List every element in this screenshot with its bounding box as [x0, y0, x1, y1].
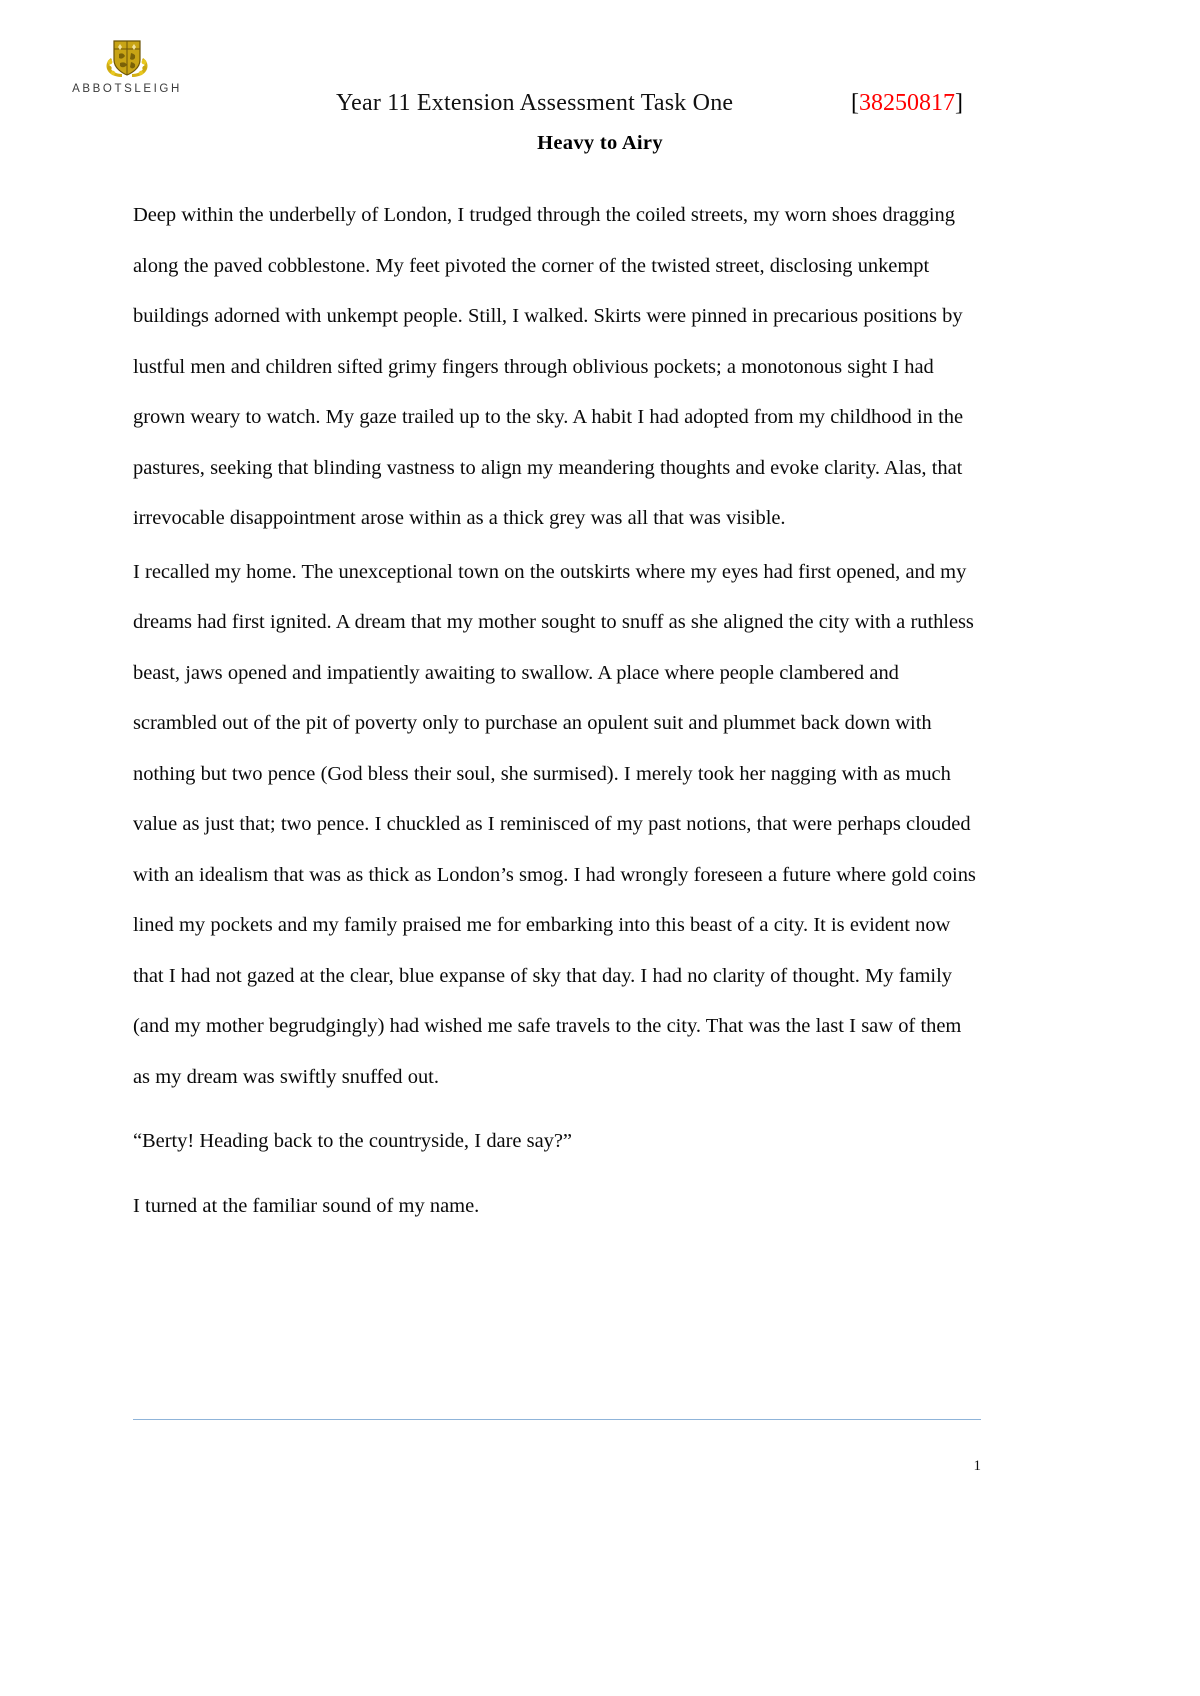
- paragraph-3: “Berty! Heading back to the countryside, I dare say?”: [133, 1130, 572, 1152]
- abbotsleigh-crest-icon: [101, 36, 153, 80]
- code-close-bracket: ]: [955, 90, 963, 116]
- code-digits: 38250817: [859, 90, 955, 116]
- paragraph-4: I turned at the familiar sound of my name.: [133, 1194, 480, 1217]
- paragraph-2: I recalled my home. The unexceptional town on the outskirts where my eyes had first opened, and my dreams had first ignited. A dream that my mother sought to snuff as she aligned the city with a ruthless beast, jaws opened and impatiently awaiting to swallow. A place where people clambered and scrambled out of the pit of poverty only to purchase an opulent suit and plummet back down with nothing but two pence (God bless their soul, she surmised). I merely took her nagging with as much value as just that; two pence. I chuckled as I reminisced of my past notions, that were perhaps clouded with an idealism that was as thick as London’s smog. I had wrongly foreseen a future where gold coins lined my pockets and my family praised me for embarking into this beast of a city. It is evident now that I had not gazed at the clear, blue expanse of sky that day. I had no clarity of thought. My family (and my mother begrudgingly) had wished me safe travels to the city. That was the last I saw of them as my dream was swiftly snuffed out.: [133, 560, 976, 1088]
- document-header: [0, 34, 1200, 116]
- school-wordmark: ABBOTSLEIGH: [72, 83, 182, 95]
- page-number: 1: [973, 1458, 981, 1474]
- story-title: Heavy to Airy: [537, 132, 663, 154]
- document-body: [133, 190, 981, 1234]
- student-code: [851, 90, 963, 117]
- school-logo: [53, 34, 201, 106]
- code-open-bracket: [: [851, 90, 859, 116]
- assessment-title: Year 11 Extension Assessment Task One: [336, 90, 734, 116]
- paragraph-1: Deep within the underbelly of London, I trudged through the coiled streets, my worn shoes dragging along the paved cobblestone. My feet pivoted the corner of the twisted street, disclosing unkempt buildings adorned with unkempt people. Still, I walked. Skirts were pinned in precarious positions by lustful men and children sifted grimy fingers through oblivious pockets; a monotonous sight I had grown weary to watch. My gaze trailed up to the sky. A habit I had adopted from my childhood in the pastures, seeking that blinding vastness to align my meandering thoughts and evoke clarity. Alas, that irrevocable disappointment arose within as a thick grey was all that was visible.: [133, 204, 964, 529]
- footer-divider: [133, 1419, 981, 1420]
